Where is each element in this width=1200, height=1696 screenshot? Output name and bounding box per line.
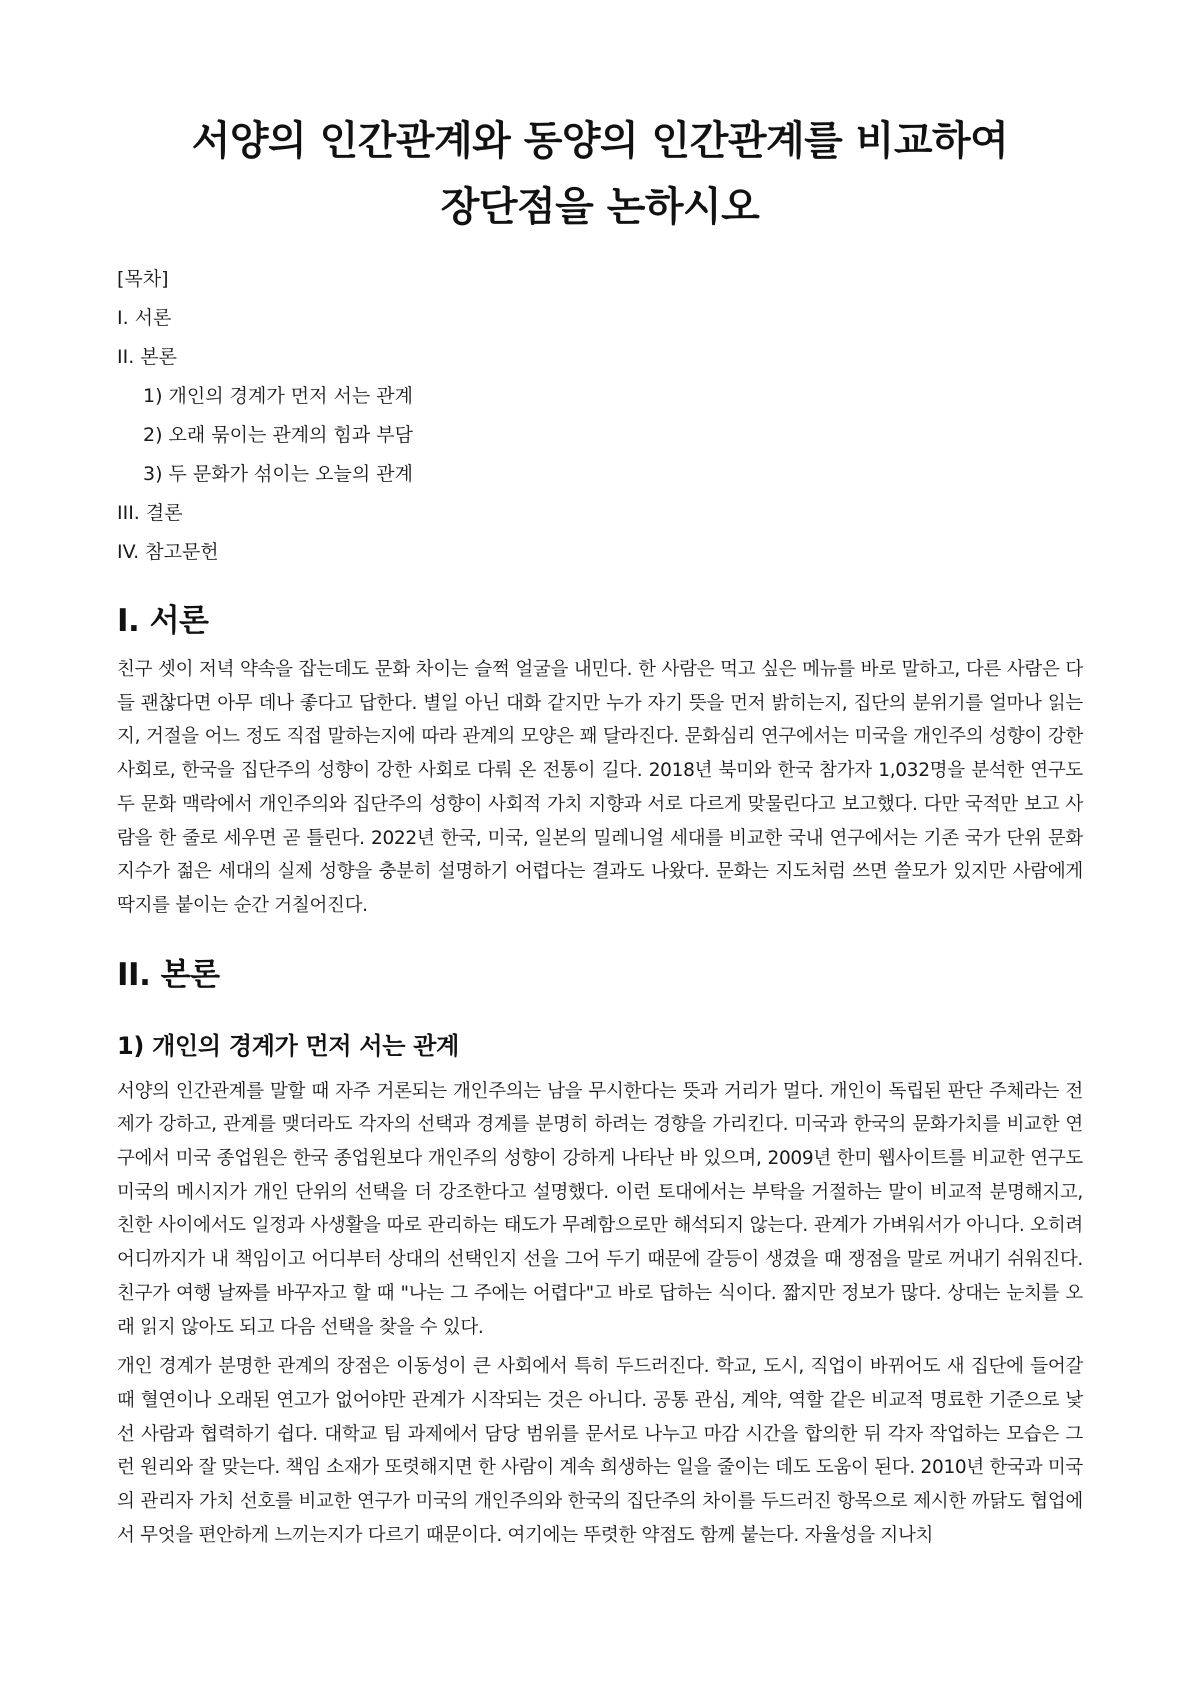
toc-item-body-1: 1) 개인의 경계가 먼저 서는 관계	[143, 385, 413, 407]
section-heading-intro: I. 서론	[117, 603, 209, 639]
document-title: 서양의 인간관계와 동양의 인간관계를 비교하여 장단점을 논하시오	[191, 118, 1009, 230]
toc-item-conclusion: III. 결론	[117, 502, 183, 524]
table-of-contents	[117, 260, 1083, 572]
document-page	[117, 108, 1083, 1552]
toc-item-body-2: 2) 오래 묶이는 관계의 힘과 부담	[143, 424, 413, 446]
toc-item-references: IV. 참고문헌	[117, 541, 219, 563]
subsection-heading-1: 1) 개인의 경계가 먼저 서는 관계	[117, 1031, 459, 1060]
toc-item-body-3: 3) 두 문화가 섞이는 오늘의 관계	[143, 463, 413, 485]
body-paragraph: 개인 경계가 분명한 관계의 장점은 이동성이 큰 사회에서 특히 두드러진다. 학교, 도시, 직업이 바뀌어도 새 집단에 들어갈 때 혈연이나 오래된 연고가 없어야만 관계가 시작되는 것은 아니다. 공통 관심, 계약, 역할 같은 비교적 명료한 기준으로 낯선 사람과 협력하기 쉽다. 대학교 팀 과제에서 담당 범위를 문서로 나누고 마감 시간을 합의한 뒤 각자 작업하는 모습은 그런 원리와 잘 맞는다. 책임 소재가 또렷해지면 한 사람이 계속 희생하는 일을 줄이는 데도 도움이 된다. 2010년 한국과 미국의 관리자 가치 선호를 비교한 연구가 미국의 개인주의와 한국의 집단주의 차이를 두드러진 항목으로 제시한 까닭도 협업에서 무엇을 편안하게 느끼는지가 다르기 때문이다. 여기에는 뚜렷한 약점도 함께 붙는다. 자율성을 지나치	[117, 1356, 1083, 1546]
toc-item-body: II. 본론	[117, 346, 177, 368]
intro-paragraph: 친구 셋이 저녁 약속을 잡는데도 문화 차이는 슬쩍 얼굴을 내민다. 한 사람은 먹고 싶은 메뉴를 바로 말하고, 다른 사람은 다들 괜찮다면 아무 데나 좋다고 답한다. 별일 아닌 대화 같지만 누가 자기 뜻을 먼저 밝히는지, 집단의 분위기를 얼마나 읽는지, 거절을 어느 정도 직접 말하는지에 따라 관계의 모양은 꽤 달라진다. 문화심리 연구에서는 미국을 개인주의 성향이 강한 사회로, 한국을 집단주의 성향이 강한 사회로 다뤄 온 전통이 길다. 2018년 북미와 한국 참가자 1,032명을 분석한 연구도 두 문화 맥락에서 개인주의와 집단주의 성향이 사회적 가치 지향과 서로 다르게 맞물린다고 보고했다. 다만 국적만 보고 사람을 한 줄로 세우면 곧 틀린다. 2022년 한국, 미국, 일본의 밀레니얼 세대를 비교한 국내 연구에서는 기존 국가 단위 문화 지수가 젊은 세대의 실제 성향을 충분히 설명하기 어렵다는 결과도 나왔다. 문화는 지도처럼 쓰면 쓸모가 있지만 사람에게 딱지를 붙이는 순간 거칠어진다.	[117, 659, 1083, 916]
toc-item-intro: I. 서론	[117, 307, 172, 329]
section-heading-body: II. 본론	[117, 956, 220, 993]
toc-heading: [목차]	[117, 268, 169, 290]
body-paragraph: 서양의 인간관계를 말할 때 자주 거론되는 개인주의는 남을 무시한다는 뜻과 거리가 멀다. 개인이 독립된 판단 주체라는 전제가 강하고, 관계를 맺더라도 각자의 선택과 경계를 분명히 하려는 경향을 가리킨다. 미국과 한국의 문화가치를 비교한 연구에서 미국 종업원은 한국 종업원보다 개인주의 성향이 강하게 나타난 바 있으며, 2009년 한미 웹사이트를 비교한 연구도 미국의 메시지가 개인 단위의 선택을 더 강조한다고 설명했다. 이런 토대에서는 부탁을 거절하는 말이 비교적 분명해지고, 친한 사이에서도 일정과 사생활을 따로 관리하는 태도가 무례함으로만 해석되지 않는다. 관계가 가벼워서가 아니다. 오히려 어디까지가 내 책임이고 어디부터 상대의 선택인지 선을 그어 두기 때문에 갈등이 생겼을 때 쟁점을 말로 꺼내기 쉬워진다. 친구가 여행 날짜를 바꾸자고 할 때 "나는 그 주에는 어렵다"고 바로 답하는 식이다. 짧지만 정보가 많다. 상대는 눈치를 오래 읽지 않아도 되고 다음 선택을 찾을 수 있다.	[117, 1080, 1083, 1338]
